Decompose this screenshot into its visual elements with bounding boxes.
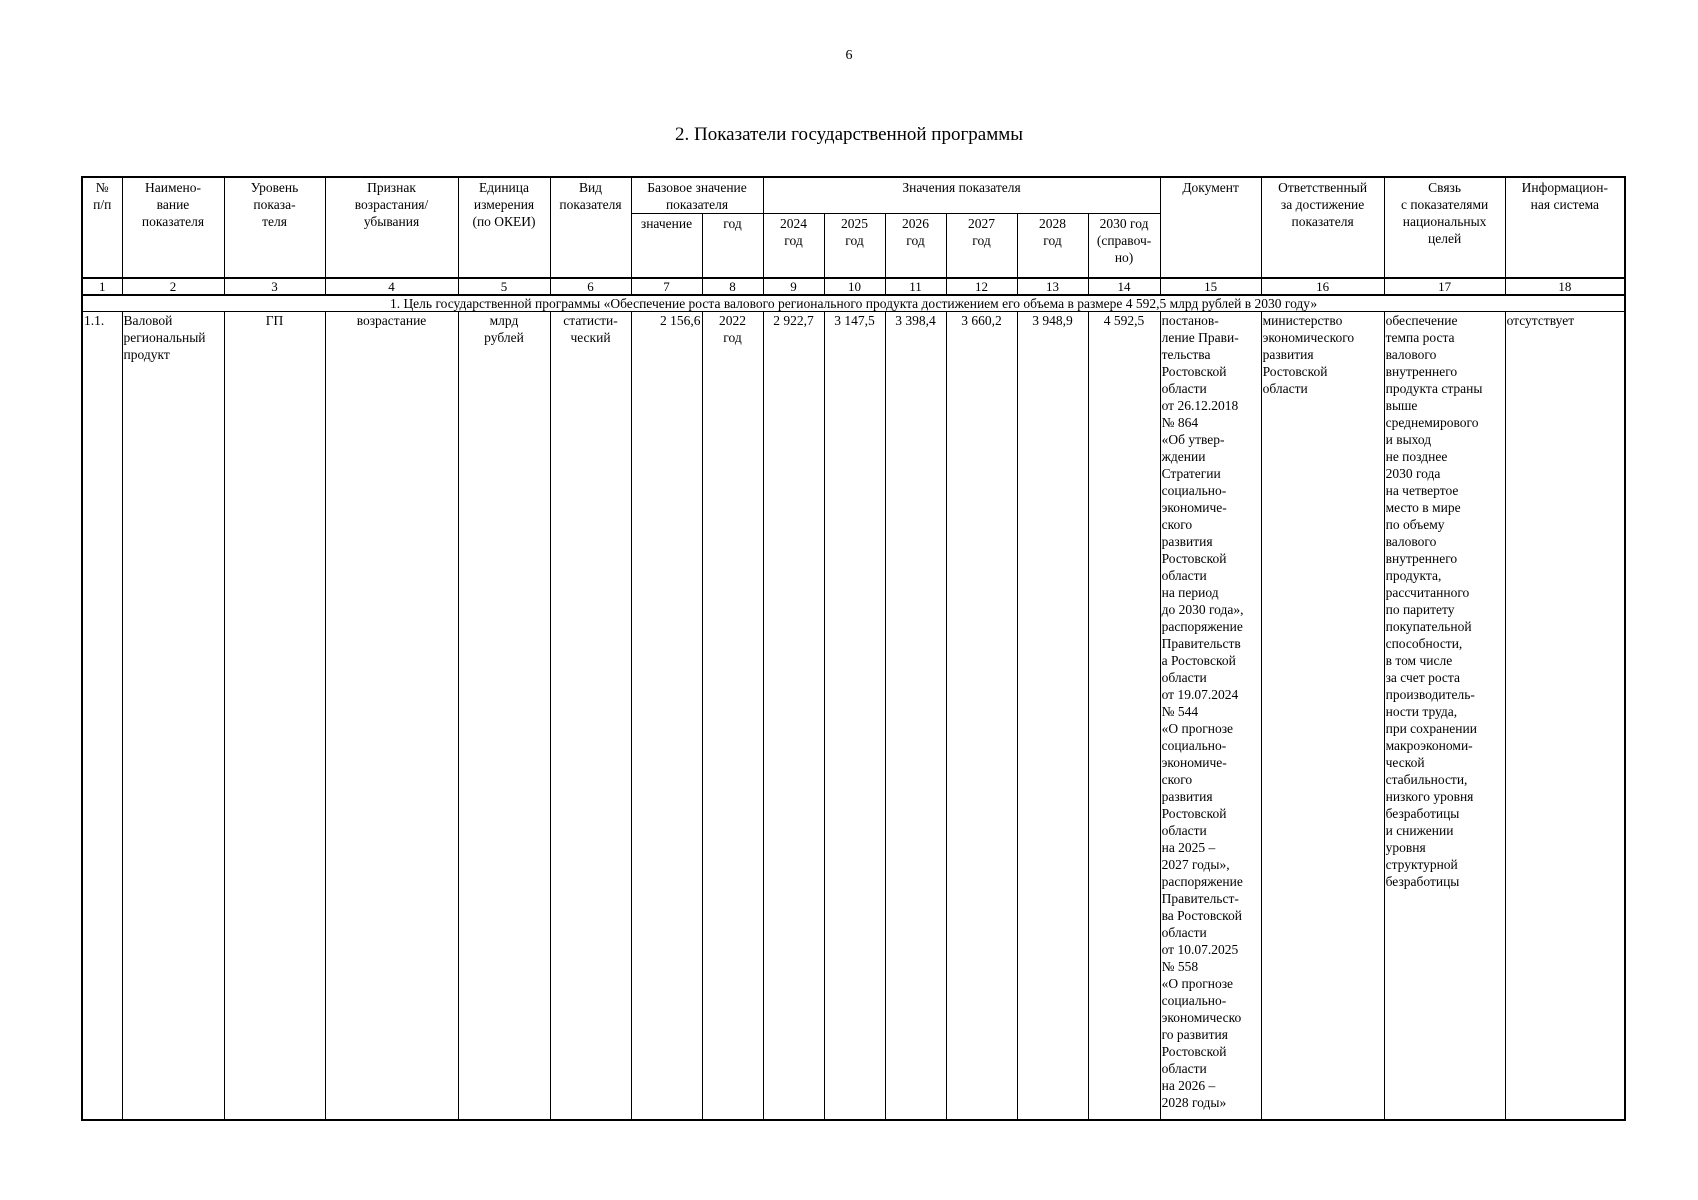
header-level: Уровень показа- теля — [224, 177, 325, 278]
cell-value-2024: 2 922,7 — [763, 312, 824, 1121]
header-base: Базовое значение показателя — [631, 177, 763, 214]
col-number: 8 — [702, 278, 763, 295]
col-number: 15 — [1160, 278, 1261, 295]
header-document: Документ — [1160, 177, 1261, 278]
cell-value-2028: 3 948,9 — [1017, 312, 1088, 1121]
page-number: 6 — [845, 48, 853, 63]
goal-row: 1. Цель государственной программы «Обеспечение роста валового регионального продукта достижением его объема в размере 4 592,5 млрд рублей в 2030 году» — [82, 295, 1625, 312]
header-year-2026: 2026 год — [885, 214, 946, 279]
col-number: 10 — [824, 278, 885, 295]
cell-value-2027: 3 660,2 — [946, 312, 1017, 1121]
cell-base-year: 2022 год — [702, 312, 763, 1121]
header-info-system: Информацион- ная система — [1505, 177, 1625, 278]
col-number: 2 — [122, 278, 224, 295]
col-number: 5 — [458, 278, 550, 295]
header-year-2030: 2030 год (справоч- но) — [1088, 214, 1160, 279]
cell-level: ГП — [224, 312, 325, 1121]
col-number: 14 — [1088, 278, 1160, 295]
cell-value-2025: 3 147,5 — [824, 312, 885, 1121]
page-title: 2. Показатели государственной программы — [674, 124, 1024, 145]
table-row — [82, 312, 1625, 1121]
col-number: 13 — [1017, 278, 1088, 295]
header-responsible: Ответственный за достижение показателя — [1261, 177, 1384, 278]
header-num: № п/п — [82, 177, 122, 278]
cell-trend: возрастание — [325, 312, 458, 1121]
header-year-2025: 2025 год — [824, 214, 885, 279]
col-number: 6 — [550, 278, 631, 295]
cell-value-2026: 3 398,4 — [885, 312, 946, 1121]
cell-info-system: отсутствует — [1505, 312, 1625, 1121]
header-base-year: год — [702, 214, 763, 279]
header-values: Значения показателя — [763, 177, 1160, 214]
indicators-table — [81, 176, 1626, 1121]
col-number: 17 — [1384, 278, 1505, 295]
cell-document: постанов- ление Прави- тельства Ростовской области от 26.12.2018 № 864 «Об утвер- ждении Стратегии социально- экономиче- ского развития Ростовской области на период до 2030 года», распоряжение Правительств а Ростовской области от 19.07.2024 № 544 «О прогнозе социально- экономиче- ского развития Ростовской области на 2025 – 2027 годы», распоряжение Правительст- ва Ростовской области от 10.07.2025 № 558 «О прогнозе социально- экономическо го развития Ростовской области на 2026 – 2028 годы» — [1160, 312, 1261, 1121]
col-number: 11 — [885, 278, 946, 295]
cell-type: статисти- ческий — [550, 312, 631, 1121]
header-trend: Признак возрастания/ убывания — [325, 177, 458, 278]
header-unit: Единица измерения (по ОКЕИ) — [458, 177, 550, 278]
cell-responsible: министерство экономического развития Ростовской области — [1261, 312, 1384, 1121]
cell-name: Валовой региональный продукт — [122, 312, 224, 1121]
header-name: Наимено- вание показателя — [122, 177, 224, 278]
cell-base-value: 2 156,6 — [631, 312, 702, 1121]
col-number: 9 — [763, 278, 824, 295]
header-year-2024: 2024 год — [763, 214, 824, 279]
header-base-value: значение — [631, 214, 702, 279]
col-number: 18 — [1505, 278, 1625, 295]
header-year-2028: 2028 год — [1017, 214, 1088, 279]
cell-num: 1.1. — [82, 312, 122, 1121]
header-link: Связь с показателями национальных целей — [1384, 177, 1505, 278]
col-number: 7 — [631, 278, 702, 295]
col-number: 16 — [1261, 278, 1384, 295]
cell-unit: млрд рублей — [458, 312, 550, 1121]
header-type: Вид показателя — [550, 177, 631, 278]
cell-link: обеспечение темпа роста валового внутреннего продукта страны выше среднемирового и выход не позднее 2030 года на четвертое место в мире по объему валового внутреннего продукта, рассчитанного по паритету покупательной способности, в том числе за счет роста производитель- ности труда, при сохранении макроэкономи- ческой стабильности, низкого уровня безработицы и снижении уровня структурной безработицы — [1384, 312, 1505, 1121]
col-number: 12 — [946, 278, 1017, 295]
col-number: 3 — [224, 278, 325, 295]
col-number: 1 — [82, 278, 122, 295]
cell-value-2030: 4 592,5 — [1088, 312, 1160, 1121]
col-number: 4 — [325, 278, 458, 295]
header-year-2027: 2027 год — [946, 214, 1017, 279]
